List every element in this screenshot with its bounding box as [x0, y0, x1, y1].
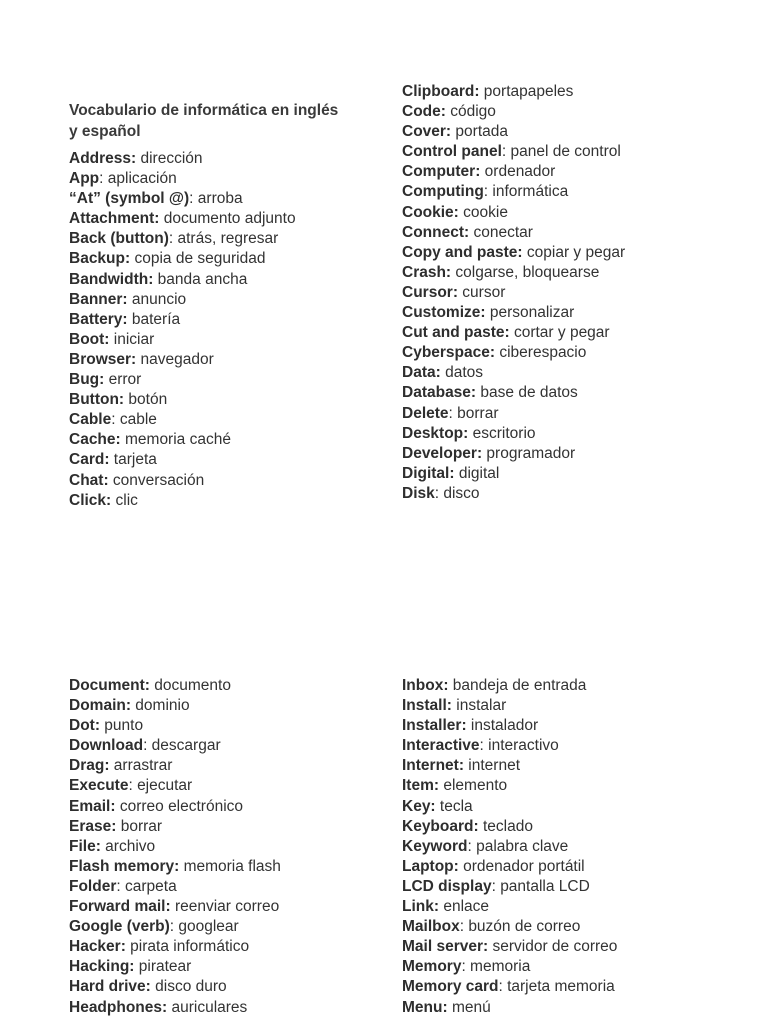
vocab-entry [69, 756, 281, 776]
vocab-term: Desktop: [402, 424, 469, 442]
vocab-term: Memory card [402, 978, 499, 996]
vocab-definition: navegador [136, 350, 214, 368]
vocab-term: Flash memory: [69, 857, 180, 875]
vocab-definition: conectar [469, 223, 533, 241]
vocab-entry [402, 937, 617, 957]
vocab-entry [402, 756, 617, 776]
vocab-term: Menu: [402, 998, 448, 1016]
vocab-definition: : descargar [143, 737, 221, 755]
vocab-definition: cookie [458, 203, 508, 221]
vocab-entry [69, 310, 296, 330]
vocab-entry [69, 491, 296, 511]
vocab-term: Cursor: [402, 283, 458, 301]
vocab-definition: : borrar [448, 404, 499, 422]
vocab-term: Email: [69, 797, 116, 815]
vocab-term: Backup: [69, 250, 131, 268]
vocab-definition: borrar [116, 817, 163, 835]
vocab-term: Disk [402, 484, 435, 502]
vocab-term: Key: [402, 797, 436, 815]
vocab-definition: archivo [100, 837, 156, 855]
vocab-entry [402, 102, 625, 122]
vocab-definition: escritorio [468, 424, 536, 442]
vocab-entry [402, 957, 617, 977]
vocab-term: Forward mail: [69, 898, 171, 916]
vocab-entry [69, 716, 281, 736]
vocab-definition: correo electrónico [115, 797, 244, 815]
vocab-definition: arrastrar [109, 757, 173, 775]
vocab-term: Cache: [69, 431, 121, 449]
vocab-entry [69, 977, 281, 997]
vocab-definition: memoria flash [179, 857, 281, 875]
vocab-term: Digital: [402, 464, 455, 482]
vocab-entry [402, 343, 625, 363]
vocab-term: Internet: [402, 757, 464, 775]
vocab-entry [402, 897, 617, 917]
vocab-definition: clic [111, 491, 138, 509]
vocab-definition: : pantalla LCD [491, 877, 590, 895]
vocab-term: Item: [402, 777, 440, 795]
vocab-term: Delete [402, 404, 449, 422]
vocab-definition: cursor [457, 283, 506, 301]
vocab-entry [402, 383, 625, 403]
vocab-definition: iniciar [109, 330, 155, 348]
vocab-term: Cover: [402, 123, 452, 141]
vocab-entry [402, 857, 617, 877]
vocab-entry [402, 676, 617, 696]
vocab-definition: disco duro [150, 978, 227, 996]
vocab-entry [69, 270, 296, 290]
vocab-definition: documento adjunto [159, 210, 296, 228]
vocab-definition: copiar y pegar [522, 243, 626, 261]
vocab-definition: base de datos [476, 384, 578, 402]
vocab-term: Installer: [402, 717, 467, 735]
vocab-term: Bug: [69, 371, 105, 389]
vocab-term: Card: [69, 451, 110, 469]
vocab-entry [402, 716, 617, 736]
vocab-entry [69, 290, 296, 310]
vocab-entry [402, 696, 617, 716]
vocab-entry [402, 464, 625, 484]
vocab-entry [402, 162, 625, 182]
vocab-definition: error [104, 371, 142, 389]
vocab-definition: cortar y pegar [509, 324, 610, 342]
vocab-term: “At” (symbol @) [69, 190, 190, 208]
vocab-term: App [69, 170, 100, 188]
vocab-term: Developer: [402, 444, 483, 462]
vocab-definition: : memoria [461, 958, 531, 976]
vocab-term: Attachment: [69, 210, 160, 228]
vocab-entry [69, 797, 281, 817]
vocab-term: Domain: [69, 697, 131, 715]
vocab-definition: banda ancha [153, 270, 248, 288]
vocab-entry [69, 330, 296, 350]
vocab-definition: punto [100, 717, 144, 735]
vocab-term: Connect: [402, 223, 470, 241]
vocab-entry [402, 736, 617, 756]
vocab-column-4 [402, 676, 617, 1018]
vocab-definition: : cable [111, 411, 157, 429]
vocab-term: Dot: [69, 717, 100, 735]
vocab-term: File: [69, 837, 101, 855]
vocab-definition: instalador [466, 717, 539, 735]
vocab-entry [402, 122, 625, 142]
vocab-term: Install: [402, 697, 452, 715]
vocab-definition: : carpeta [116, 877, 177, 895]
vocab-entry [69, 897, 281, 917]
vocab-entry [69, 696, 281, 716]
vocab-definition: portada [451, 123, 508, 141]
vocab-entry [69, 857, 281, 877]
vocab-entry [402, 142, 625, 162]
vocab-definition: dirección [136, 150, 203, 167]
vocab-entry [402, 404, 625, 424]
vocab-term: Clipboard: [402, 83, 480, 100]
vocab-entry [69, 189, 296, 209]
vocab-term: Click: [69, 491, 112, 509]
vocab-entry [402, 303, 625, 323]
vocab-definition: auriculares [167, 998, 248, 1016]
vocab-entry [402, 283, 625, 303]
vocab-term: Hard drive: [69, 978, 151, 996]
vocab-definition: batería [127, 310, 181, 328]
vocab-entry [402, 776, 617, 796]
vocab-term: Google (verb) [69, 918, 170, 936]
vocab-term: Code: [402, 103, 446, 121]
vocab-term: Execute [69, 777, 129, 795]
vocab-term: Laptop: [402, 857, 459, 875]
vocab-definition: : atrás, regresar [168, 230, 279, 248]
vocab-definition: : disco [434, 484, 480, 502]
vocab-entry [69, 450, 296, 470]
vocab-entry [402, 877, 617, 897]
vocab-term: Computing [402, 183, 484, 201]
vocab-term: Boot: [69, 330, 110, 348]
vocab-definition: menú [447, 998, 491, 1016]
vocab-term: Address: [69, 150, 137, 167]
vocab-term: Browser: [69, 350, 137, 368]
vocab-term: Customize: [402, 304, 486, 322]
vocab-definition: : aplicación [99, 170, 177, 188]
vocab-term: LCD display [402, 877, 492, 895]
vocab-term: Control panel [402, 143, 502, 161]
vocab-term: Folder [69, 877, 117, 895]
vocab-definition: programador [482, 444, 576, 462]
vocab-term: Erase: [69, 817, 117, 835]
vocab-entry [69, 209, 296, 229]
vocab-definition: servidor de correo [488, 938, 618, 956]
vocab-term: Memory [402, 958, 462, 976]
vocab-entry [69, 817, 281, 837]
vocab-entry [402, 263, 625, 283]
vocab-term: Document: [69, 677, 150, 694]
vocab-term: Hacker: [69, 938, 126, 956]
vocab-entry [402, 817, 617, 837]
vocab-term: Computer: [402, 163, 481, 181]
vocab-term: Data: [402, 364, 441, 382]
vocab-definition: portapapeles [479, 83, 574, 100]
vocab-definition: código [445, 103, 496, 121]
vocab-definition: : buzón de correo [459, 918, 581, 936]
vocab-definition: elemento [439, 777, 508, 795]
vocab-entry [402, 182, 625, 202]
vocab-term: Cut and paste: [402, 324, 510, 342]
vocab-entry [402, 203, 625, 223]
vocab-term: Button: [69, 391, 125, 409]
vocab-definition: personalizar [485, 304, 575, 322]
vocab-term: Banner: [69, 290, 128, 308]
vocab-definition: reenviar correo [170, 898, 280, 916]
vocab-entry [402, 223, 625, 243]
vocab-entry [402, 797, 617, 817]
vocab-definition: : palabra clave [467, 837, 569, 855]
vocab-term: Back (button) [69, 230, 169, 248]
vocab-entry [69, 676, 281, 696]
vocab-definition: copia de seguridad [130, 250, 266, 268]
vocab-entry [69, 370, 296, 390]
vocab-entry [402, 82, 625, 102]
vocab-term: Interactive [402, 737, 480, 755]
vocab-definition: : informática [483, 183, 569, 201]
vocab-entry [69, 149, 296, 169]
vocab-definition: memoria caché [120, 431, 231, 449]
vocab-entry [69, 410, 296, 430]
vocab-definition: colgarse, bloquearse [451, 263, 600, 281]
vocab-entry [402, 363, 625, 383]
vocab-term: Cable [69, 411, 112, 429]
vocab-definition: : tarjeta memoria [498, 978, 615, 996]
vocab-definition: bandeja de entrada [448, 677, 587, 694]
vocab-definition: : googlear [169, 918, 239, 936]
vocab-definition: pirata informático [125, 938, 250, 956]
vocab-definition: anuncio [127, 290, 187, 308]
vocab-entry [402, 484, 625, 504]
vocab-entry [69, 998, 281, 1018]
vocab-entry [402, 917, 617, 937]
vocab-entry [69, 877, 281, 897]
vocab-entry [69, 249, 296, 269]
vocab-term: Headphones: [69, 998, 168, 1016]
vocab-definition: enlace [439, 898, 490, 916]
vocab-entry [69, 776, 281, 796]
vocab-term: Copy and paste: [402, 243, 523, 261]
vocab-entry [69, 736, 281, 756]
vocab-entry [402, 837, 617, 857]
vocab-column-2 [402, 82, 625, 504]
vocab-entry [402, 998, 617, 1018]
vocab-entry [402, 323, 625, 343]
vocab-entry [402, 424, 625, 444]
vocab-definition: : panel de control [501, 143, 621, 161]
vocab-term: Cookie: [402, 203, 459, 221]
vocab-definition: : arroba [189, 190, 243, 208]
vocab-term: Chat: [69, 471, 109, 489]
vocab-entry [402, 444, 625, 464]
vocab-entry [69, 471, 296, 491]
vocab-term: Keyword [402, 837, 468, 855]
vocab-term: Drag: [69, 757, 110, 775]
vocab-definition: dominio [131, 697, 190, 715]
vocab-definition: instalar [451, 697, 507, 715]
vocab-definition: conversación [108, 471, 205, 489]
vocab-definition: tarjeta [109, 451, 157, 469]
vocab-entry [69, 390, 296, 410]
vocab-entry [69, 937, 281, 957]
vocab-definition: ordenador [480, 163, 556, 181]
vocab-definition: piratear [134, 958, 192, 976]
vocab-column-3 [69, 676, 281, 1018]
vocab-entry [69, 917, 281, 937]
document-title: Vocabulario de informática en inglés y español [69, 102, 339, 140]
vocab-definition: documento [149, 677, 231, 694]
vocab-definition: ordenador portátil [458, 857, 585, 875]
vocab-definition: botón [124, 391, 168, 409]
vocab-term: Database: [402, 384, 477, 402]
vocab-entry [69, 229, 296, 249]
vocab-entry [69, 430, 296, 450]
vocab-term: Inbox: [402, 677, 449, 694]
vocab-definition: internet [464, 757, 521, 775]
vocab-entry [69, 350, 296, 370]
vocab-term: Battery: [69, 310, 128, 328]
vocab-term: Mail server: [402, 938, 489, 956]
vocab-column-1 [69, 149, 296, 511]
vocab-term: Hacking: [69, 958, 135, 976]
vocab-definition: teclado [478, 817, 533, 835]
vocab-term: Download [69, 737, 144, 755]
vocab-entry [69, 169, 296, 189]
vocab-definition: datos [440, 364, 483, 382]
vocab-term: Crash: [402, 263, 452, 281]
vocab-definition: tecla [435, 797, 473, 815]
vocab-definition: ciberespacio [495, 344, 587, 362]
vocab-definition: : ejecutar [128, 777, 193, 795]
vocab-entry [402, 243, 625, 263]
vocab-entry [69, 957, 281, 977]
vocab-entry [69, 837, 281, 857]
vocab-term: Keyboard: [402, 817, 479, 835]
vocab-entry [402, 977, 617, 997]
vocab-definition: : interactivo [479, 737, 559, 755]
vocab-term: Cyberspace: [402, 344, 496, 362]
vocab-term: Bandwidth: [69, 270, 154, 288]
vocab-term: Link: [402, 898, 440, 916]
vocab-term: Mailbox [402, 918, 460, 936]
vocab-definition: digital [454, 464, 500, 482]
